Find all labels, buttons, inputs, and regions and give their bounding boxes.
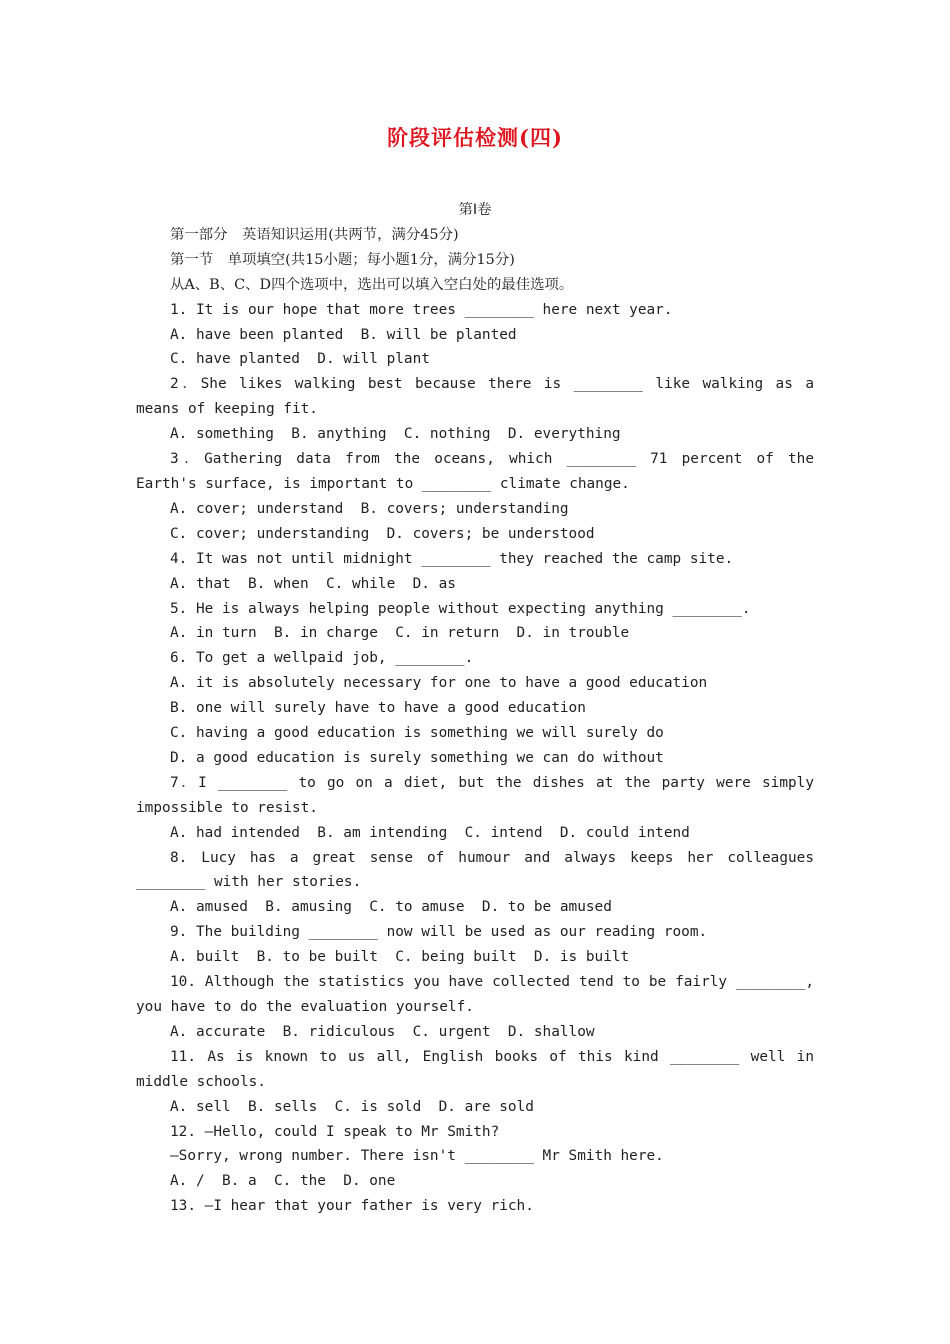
question-options: C. have planted D. will plant [170, 351, 430, 368]
question-options: A. in turn B. in charge C. in return D. in trouble [170, 625, 630, 642]
question-options: C. cover; understanding D. covers; be understood [170, 525, 595, 542]
question-stem: 9. The building ________ now will be used as our reading room. [170, 924, 708, 941]
question-stem: 6. To get a wellpaid job, ________. [170, 650, 474, 667]
question-options: A. had intended B. am intending C. intend D. could intend [170, 824, 690, 841]
exam-content [136, 198, 814, 1219]
question-options: A. something B. anything C. nothing D. everything [170, 426, 621, 443]
question-options: A. cover; understand B. covers; understanding [170, 500, 569, 517]
question-options: C. having a good education is something we will surely do [170, 725, 664, 742]
question-stem: 11. As is known to us all, English books of this kind ________ well in middle schools. [136, 1048, 814, 1090]
question-options: A. sell B. sells C. is sold D. are sold [170, 1098, 534, 1115]
question-stem: 7．I ________ to go on a diet, but the dishes at the party were simply impossible to resist. [136, 774, 814, 816]
question-stem: 10. Although the statistics you have collected tend to be fairly ________, you have to do the evaluation yourself. [136, 974, 814, 1015]
question-stem: 8. Lucy has a great sense of humour and always keeps her colleagues ________ with her stories. [136, 849, 814, 891]
question-options: A. that B. when C. while D. as [170, 575, 456, 592]
question-options: A. it is absolutely necessary for one to have a good education [170, 675, 708, 692]
part-heading: 第一部分 英语知识运用(共两节，满分45分) [170, 226, 459, 243]
question-stem: 5. He is always helping people without expecting anything ________. [170, 600, 751, 617]
question-stem: 12. —Hello, could I speak to Mr Smith? [170, 1123, 500, 1140]
instruction-text: 从A、B、C、D四个选项中，选出可以填入空白处的最佳选项。 [170, 276, 574, 293]
section-heading: 第一节 单项填空(共15小题；每小题1分，满分15分) [170, 251, 515, 268]
question-options: A. built B. to be built C. being built D. is built [170, 949, 630, 966]
question-options: B. one will surely have to have a good education [170, 700, 586, 717]
question-options: A. / B. a C. the D. one [170, 1173, 396, 1190]
question-options: A. accurate B. ridiculous C. urgent D. shallow [170, 1023, 595, 1040]
question-stem: 4. It was not until midnight ________ they reached the camp site. [170, 550, 734, 567]
question-options: A. have been planted B. will be planted [170, 326, 517, 343]
question-stem: 1. It is our hope that more trees ________ here next year. [170, 301, 673, 318]
question-stem: 2．She likes walking best because there is ________ like walking as a means of keeping fit. [136, 376, 814, 418]
question-stem: 3．Gathering data from the oceans, which ________ 71 percent of the Earth's surface, is important to ________ climate change. [136, 451, 814, 492]
page-title: 阶段评估检测(四) [387, 125, 563, 150]
question-options: A. amused B. amusing C. to amuse D. to be amused [170, 899, 612, 916]
question-options: —Sorry, wrong number. There isn't ________ Mr Smith here. [170, 1148, 664, 1165]
volume-heading: 第Ⅰ卷 [458, 202, 492, 218]
question-options: D. a good education is surely something we can do without [170, 749, 664, 766]
question-stem: 13. —I hear that your father is very rich. [170, 1198, 534, 1215]
